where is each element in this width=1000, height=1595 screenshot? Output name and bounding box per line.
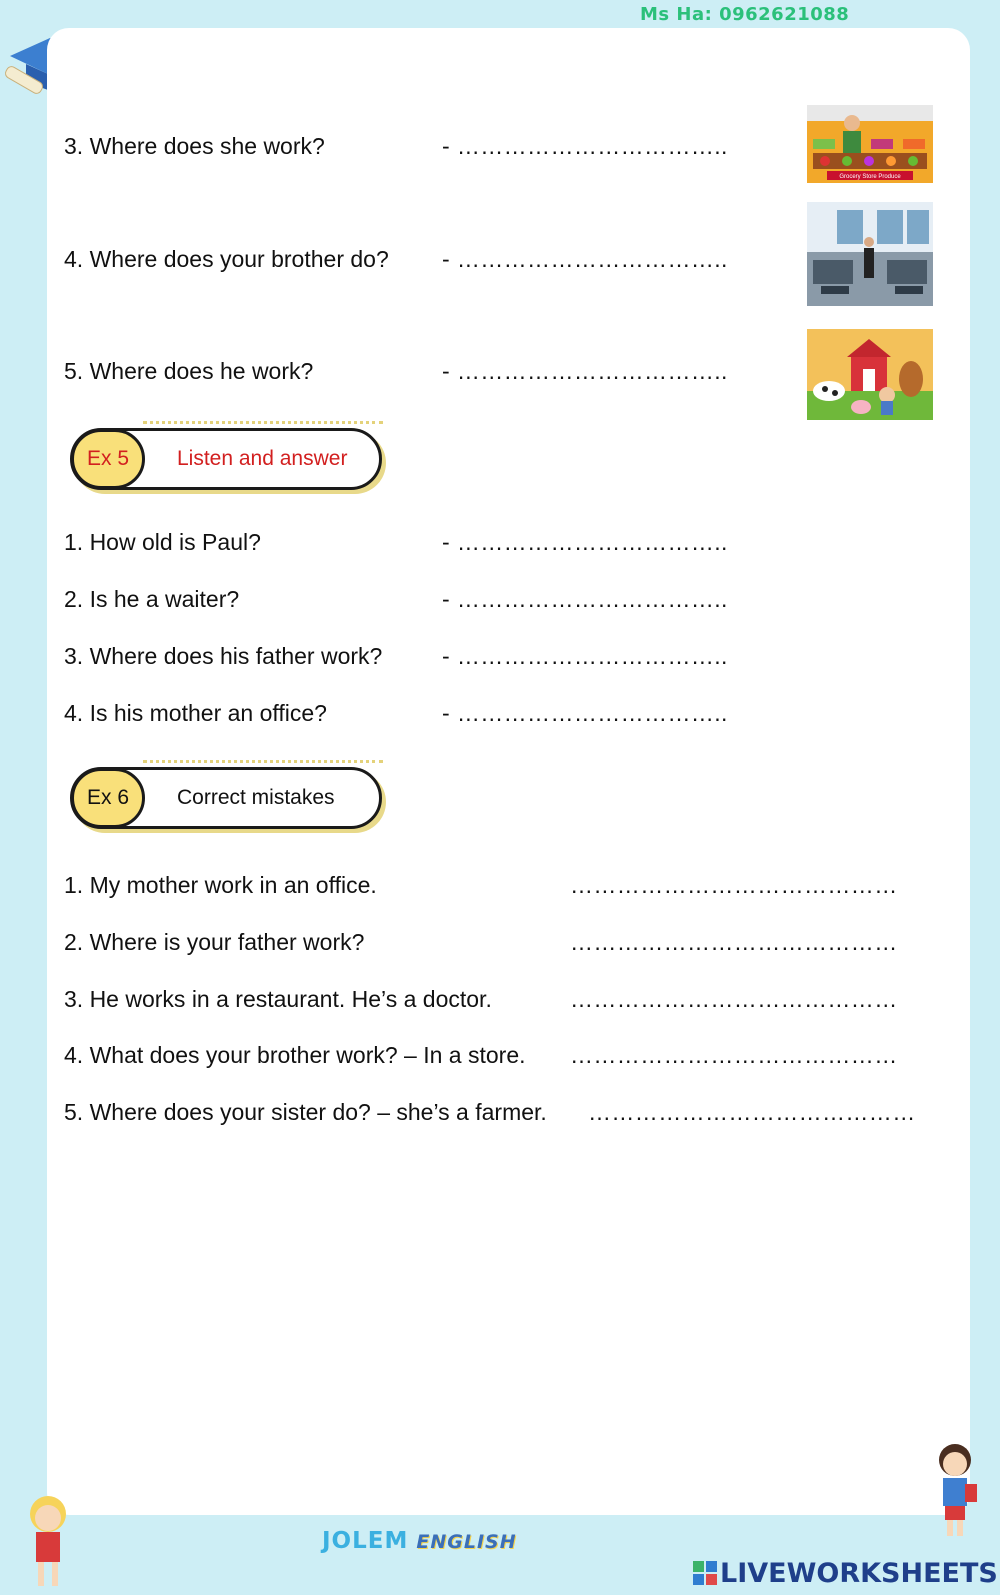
jolem-english-footer-logo: [322, 1528, 517, 1554]
picture-caption: Grocery Store Produce: [839, 174, 901, 180]
correction-blank[interactable]: ……………………………………: [570, 1042, 898, 1068]
logo-english: ENGLISH: [416, 1531, 517, 1553]
question-text: 1. How old is Paul?: [64, 529, 261, 555]
girl-illustration: [18, 1492, 78, 1592]
exercise-title: Correct mistakes: [177, 786, 335, 809]
question-text: 4. Where does your brother do?: [64, 246, 389, 272]
answer-blank[interactable]: - ……………………………..: [442, 643, 728, 669]
sentence-text: 3. He works in a restaurant. He’s a doctor.: [64, 986, 492, 1012]
sentence-text: 4. What does your brother work? – In a store.: [64, 1042, 526, 1068]
question-text: 2. Is he a waiter?: [64, 586, 240, 612]
liveworksheets-brand: [693, 1558, 998, 1589]
sentence-text: 1. My mother work in an office.: [64, 872, 377, 898]
student-illustration: [925, 1440, 985, 1540]
exercise-5-header: [70, 428, 382, 490]
exercise-number: Ex 5: [71, 429, 145, 489]
office-picture: [807, 202, 933, 306]
answer-blank[interactable]: - ……………………………..: [442, 700, 728, 726]
question-text: 4. Is his mother an office?: [64, 700, 327, 726]
answer-blank[interactable]: - ……………………………..: [442, 529, 728, 555]
liveworksheets-text: LIVEWORKSHEETS: [720, 1558, 998, 1589]
exercise-6-header: [70, 767, 382, 829]
question-text: 5. Where does he work?: [64, 358, 314, 384]
logo-jolem: JOLEM: [322, 1528, 409, 1554]
dotted-decoration: [143, 421, 383, 424]
answer-blank[interactable]: - ……………………………..: [442, 358, 728, 384]
correction-blank[interactable]: ……………………………………: [570, 929, 898, 955]
correction-blank[interactable]: ……………………………………: [588, 1099, 916, 1125]
liveworksheets-icon: [693, 1561, 717, 1585]
answer-blank[interactable]: - ……………………………..: [442, 586, 728, 612]
grocery-store-picture: [807, 105, 933, 183]
question-text: 3. Where does she work?: [64, 133, 325, 159]
exercise-number: Ex 6: [71, 768, 145, 828]
answer-blank[interactable]: - ……………………………..: [442, 246, 728, 272]
correction-blank[interactable]: ……………………………………: [570, 872, 898, 898]
farm-picture: [807, 329, 933, 420]
dotted-decoration: [143, 760, 383, 763]
sentence-text: 5. Where does your sister do? – she’s a farmer.: [64, 1099, 547, 1125]
correction-blank[interactable]: ……………………………………: [570, 986, 898, 1012]
exercise-title: Listen and answer: [177, 447, 348, 470]
question-text: 3. Where does his father work?: [64, 643, 383, 669]
contact-info: Ms Ha: 0962621088: [640, 4, 850, 25]
sentence-text: 2. Where is your father work?: [64, 929, 365, 955]
answer-blank[interactable]: - ……………………………..: [442, 133, 728, 159]
